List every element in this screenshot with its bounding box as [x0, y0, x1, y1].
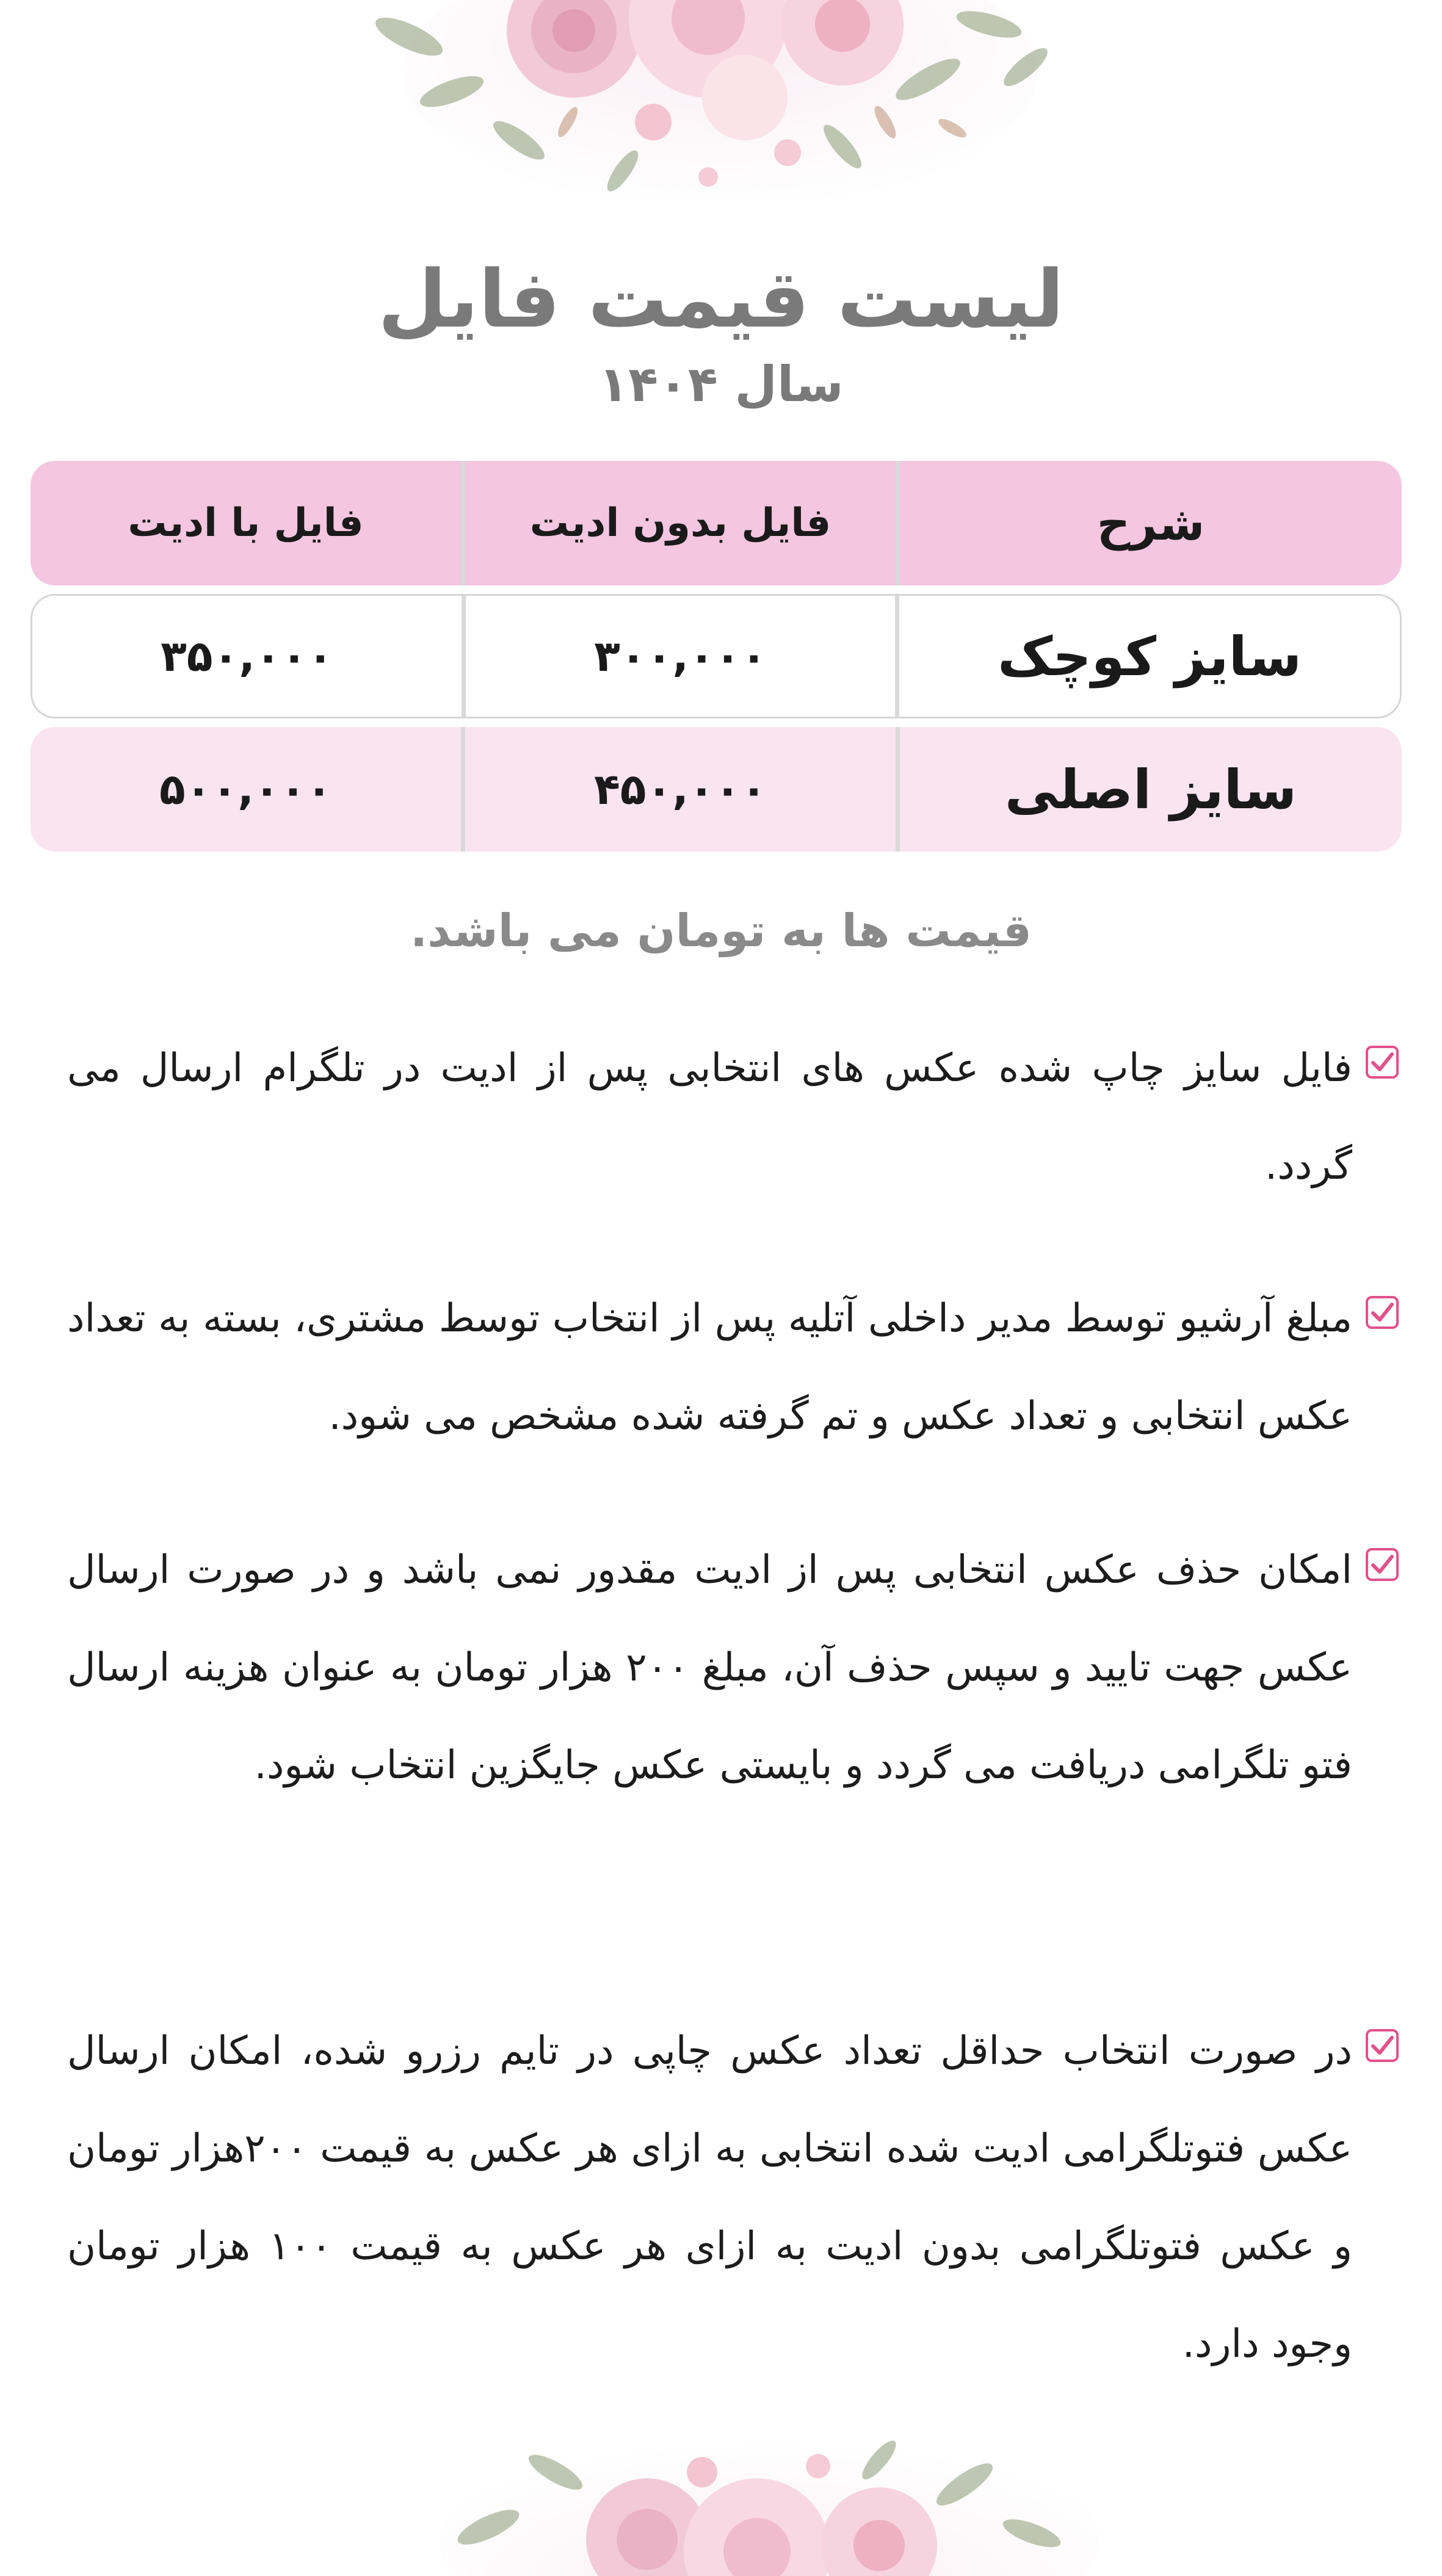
checkbox-icon — [1365, 1045, 1399, 1079]
column-header-without-edit: فایل بدون ادیت — [465, 461, 900, 585]
list-item: مبلغ آرشیو توسط مدیر داخلی آتلیه پس از انتخاب توسط مشتری، بسته به تعداد عکس انتخابی و تعداد عکس و تم گرفته شده مشخص می شود. — [67, 1296, 1352, 1439]
column-header-with-edit: فایل با ادیت — [31, 461, 465, 585]
checkbox-icon — [1365, 1547, 1399, 1582]
currency-note: قیمت ها به تومان می باشد. — [410, 905, 1032, 957]
list-item: فایل سایز چاپ شده عکس های انتخابی پس از ادیت در تلگرام ارسال می گردد. — [67, 1046, 1352, 1189]
list-item: امکان حذف عکس انتخابی پس از ادیت مقدور نمی باشد و در صورت ارسال عکس جهت تایید و سپس حذف آن، مبلغ ۲۰۰ هزار تومان به عنوان هزینه ارسال فتو تلگرامی دریافت می گردد و بایستی عکس جایگزین انتخاب شود. — [67, 1547, 1353, 1788]
table-row — [31, 727, 1402, 852]
list-item: در صورت انتخاب حداقل تعداد عکس چاپی در تایم رزرو شده، امکان ارسال عکس فتوتلگرامی ادیت شده انتخابی به ازای هر عکس به قیمت ۲۰۰هزار تومان و عکس فتوتلگرامی بدون ادیت به ازای هر عکس به قیمت ۱۰۰ هزار تومان وجود دارد. — [67, 2028, 1353, 2367]
checkbox-icon — [1365, 1295, 1399, 1330]
page-title: لیست قیمت فایل — [377, 253, 1065, 346]
floral-decoration-bottom — [415, 2436, 1123, 2576]
row-label-small-size: سایز کوچک — [998, 624, 1302, 688]
page-subtitle: سال ۱۴۰۴ — [598, 356, 844, 413]
price-original-without-edit: ۴۵۰,۰۰۰ — [465, 727, 900, 852]
floral-decoration-top — [366, 0, 1074, 201]
price-table — [31, 461, 1402, 860]
column-header-description: شرح — [1096, 496, 1205, 551]
price-small-with-edit: ۳۵۰,۰۰۰ — [32, 596, 466, 717]
price-small-without-edit: ۳۰۰,۰۰۰ — [466, 596, 899, 717]
price-original-with-edit: ۵۰۰,۰۰۰ — [31, 727, 465, 852]
table-header-row — [31, 461, 1402, 585]
checkbox-icon — [1365, 2028, 1399, 2063]
row-label-original-size: سایز اصلی — [1004, 758, 1297, 821]
table-row — [31, 594, 1402, 718]
